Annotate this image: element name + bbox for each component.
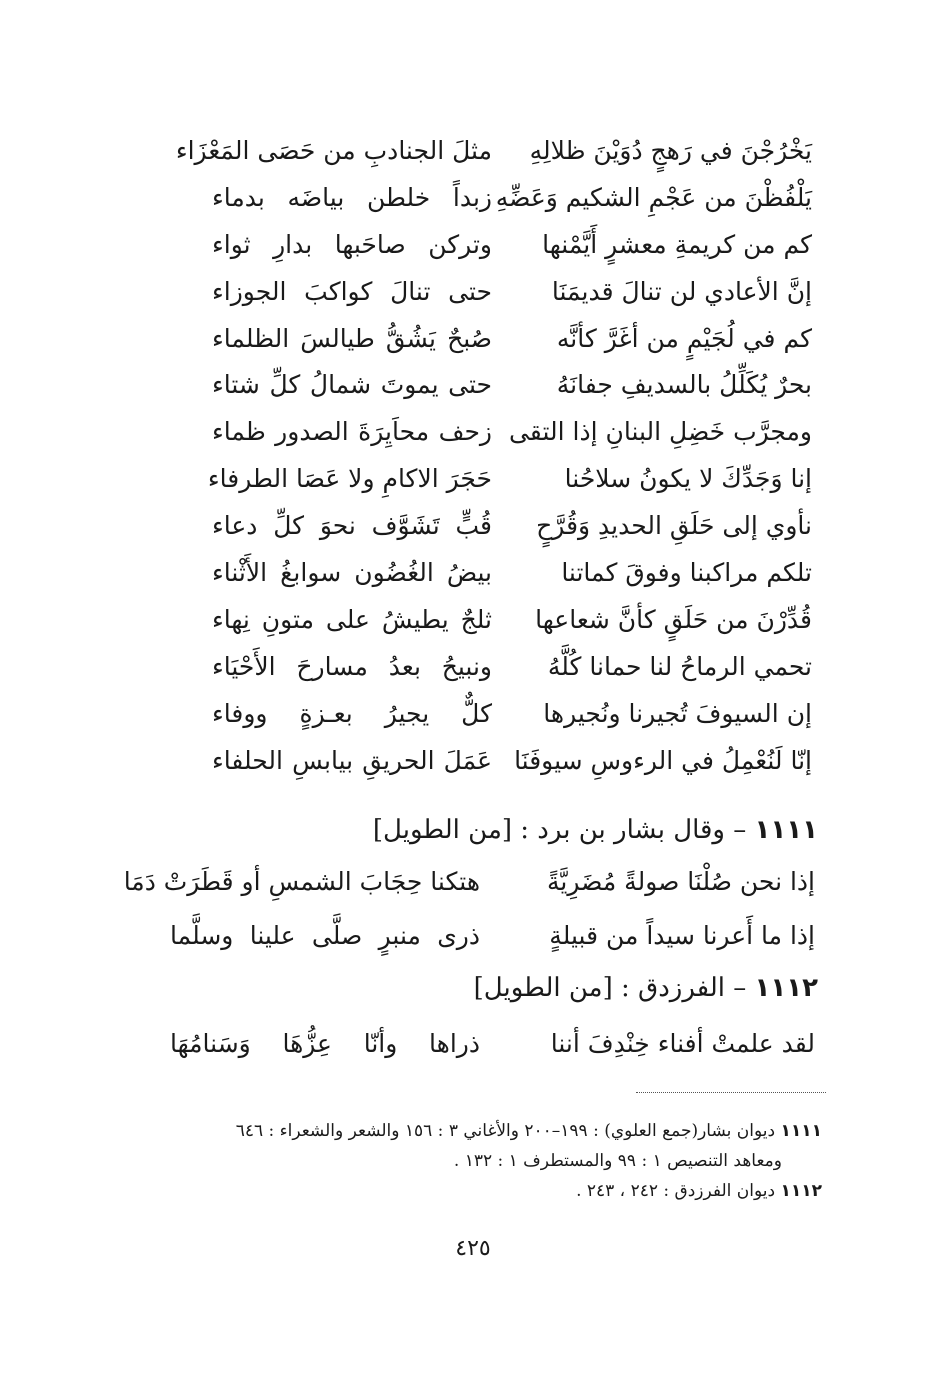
hemistich-first: إنّا لَنُعْمِلُ في الرءوسِ سيوفَنَا [514,745,812,775]
verse [212,597,812,644]
poem-block-3 [170,1018,815,1072]
section-number: ١١١٢ [754,973,818,1003]
hemistich-second: ذراها وأنّا عِزُّهَا وَسَنامُهَا [170,1029,480,1058]
hemistich-first: كم من كريمةِ معشرٍ أَيَّمْنها [542,229,812,259]
verse [212,409,812,456]
verse [212,316,812,363]
hemistich-second: ذرى منبرٍ صلَّى علينا وسلَّما [170,921,480,950]
verse [170,1018,815,1072]
hemistich-first: إن السيوفَ تُجيرنا ونُجيرها [543,698,812,728]
verse [212,362,812,409]
section-number: ١١١١ [754,815,818,845]
verse [212,175,812,222]
hemistich-first: بحرٌ يُكَلِّلُ بالسديفِ جفانَهُ [556,370,812,400]
verse [212,644,812,691]
hemistich-first: يَخْرُجْنَ في رَهجٍ دُوَيْنَ ظلالِهِ [529,136,812,165]
hemistich-second: كلٌّ يجيرُ بعـزةٍ ووفاء [212,698,492,728]
hemistich-second: حَجَرَ الاكامِ ولا عَصَا الطرفاء [207,464,492,494]
hemistich-first: إنَّ الأعادي لن تنالَ قديمَنَا [551,276,812,306]
hemistich-first: تلكم مراكبنا وفوقَ كماتنا [561,558,812,588]
hemistich-first: قُدِّرْنَ من حَلَقٍ كأنَّ شعاعها [535,604,812,634]
hemistich-second: مثلَ الجنادبِ من حَصَى المَعْزَاء [175,136,492,165]
hemistich-first: إنا وَجَدِّكَ لا يكونُ سلاحُنا [564,464,812,494]
footnote-text: ومعاهد التنصيص ١ : ٩٩ والمستطرف ١ : ١٣٢ . [453,1151,782,1171]
verse [212,222,812,269]
footnote [122,1116,822,1146]
hemistich-second: ثلجٌ يطيشُ على متونِ نِهاء [212,604,492,634]
hemistich-second: عَمَلَ الحريقِ بيابسِ الحلفاء [212,745,492,775]
hemistich-first: كم في لُجَيْمٍ من أغَرَّ كأنَّه [556,323,812,353]
footnote-number: ١١١١ [780,1121,822,1141]
footnote-text: ديوان الفرزدق : ٢٤٢ ، ٢٤٣ . [576,1181,781,1201]
verse [212,738,812,785]
hemistich-second: زحف محاَيِرَةَ الصدور ظماء [212,417,492,447]
verse [212,269,812,316]
hemistich-first: نأوي إلى حَلَقِ الحديدِ وَقُرَّحٍ [536,511,812,541]
footnote-divider [636,1092,826,1093]
hemistich-second: زبداً خلطن بياضَه بدماء [212,182,492,212]
poem-block-1 [175,128,812,784]
verse [212,550,812,597]
hemistich-first: إذا نحن صُلْنَا صولةً مُضَرِيَّةً [547,867,815,896]
hemistich-second: ونبيحُ بعدُ مسارحَ الأَحْيَاء [212,651,492,681]
footnote-number: ١١١٢ [780,1181,822,1201]
footnotes [122,1116,822,1206]
footnote-text: ديوان بشار(جمع العلوي) : ١٩٩–٢٠٠ والأغاني ٣ : ١٥٦ والشعر والشعراء : ٦٤٦ [235,1121,781,1141]
hemistich-first: ومجرَّب خَضِلِ البنانِ إذا التقى [508,417,812,447]
hemistich-first: لقد علمتْ أفناء خِنْدِفَ أننا [550,1029,815,1058]
verse [212,503,812,550]
hemistich-second: وتركن صاحَبها بدارِ ثواء [212,229,492,259]
footnote-continuation [122,1146,822,1176]
footnote [122,1176,822,1206]
verse [123,856,815,910]
hemistich-second: قُبٍّ تَشَوَّف نحوَ كلِّ دعاء [212,511,492,541]
hemistich-second: بيضُ الغُضُون سوابغُ الأَثْناء [212,558,492,588]
page-number: ٤٢٥ [455,1236,491,1261]
verse [170,910,815,964]
section-title: – الفرزدق : [من الطويل] [473,973,755,1003]
hemistich-second: حتى تنالَ كواكبَ الجوزاء [212,276,492,306]
hemistich-second: هتكنا حِجَابَ الشمسِ أو قَطَرَتْ دَمَا [123,867,480,896]
verse [212,691,812,738]
section-title: – وقال بشار بن برد : [من الطويل] [372,815,755,845]
verse [175,128,812,175]
hemistich-second: حتى يموتَ شمالُ كلِّ شتاء [212,370,492,400]
section-heading-1111 [373,810,818,850]
verse [207,456,812,503]
poem-block-2 [123,856,815,964]
hemistich-first: يَلْفُظْنَ من عَجْمِ الشكيم وَعَضِّهِ [495,182,812,212]
hemistich-first: تحمي الرماحُ لنا حمانا كُلَّهُ [547,651,812,681]
hemistich-second: صُبحٌ يَشُقُّ طيالسَ الظلماء [212,323,492,353]
hemistich-first: إذا ما أَعرنا سيداً من قبيلةٍ [549,921,815,950]
section-heading-1112 [474,968,818,1008]
